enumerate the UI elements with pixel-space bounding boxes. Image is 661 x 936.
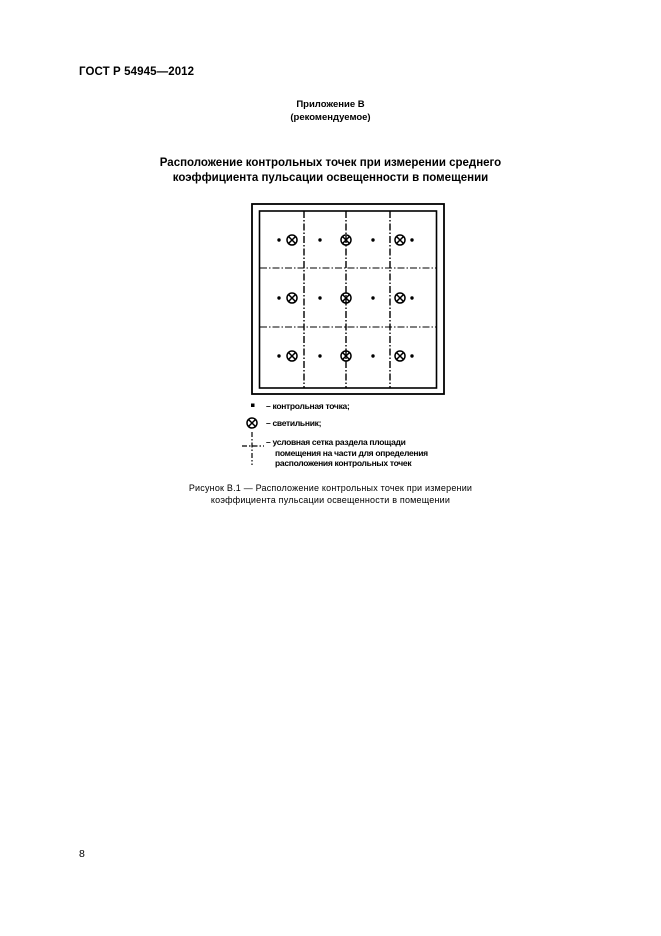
- control-point: [277, 296, 280, 299]
- legend-grid-icon: [242, 432, 264, 465]
- control-point: [371, 238, 374, 241]
- legend-luminaire-icon: [247, 418, 257, 428]
- section-title-line1: Расположение контрольных точек при измерении среднего: [159, 157, 502, 169]
- figure-caption-line1: Рисунок В.1 — Расположение контрольных точек при измерении: [188, 483, 473, 493]
- legend-grid-label-line1: – условная сетка раздела площади: [266, 437, 406, 447]
- legend-control-point-icon: [251, 404, 255, 408]
- figure-caption-line2: коэффициента пульсации освещенности в помещении: [210, 495, 451, 505]
- control-point: [371, 296, 374, 299]
- luminaire-icon: [395, 235, 405, 245]
- legend-luminaire-label: – светильник;: [266, 418, 322, 428]
- control-point: [318, 238, 321, 241]
- annex-status: (рекомендуемое): [290, 112, 371, 123]
- legend-control-point-label: – контрольная точка;: [266, 401, 350, 411]
- page-number: 8: [79, 848, 85, 860]
- section-title-line2: коэффициента пульсации освещенности в помещении: [172, 172, 489, 184]
- control-point: [410, 238, 413, 241]
- control-point: [410, 354, 413, 357]
- control-point: [371, 354, 374, 357]
- control-point: [277, 238, 280, 241]
- control-point: [318, 354, 321, 357]
- luminaire-icon: [287, 235, 297, 245]
- legend-grid-label-line2: помещения на части для определения: [275, 447, 428, 458]
- document-id: ГОСТ Р 54945—2012: [79, 66, 195, 78]
- control-point: [277, 354, 280, 357]
- annex-title: Приложение В: [296, 99, 365, 110]
- luminaire-icon: [395, 293, 405, 303]
- control-point: [318, 296, 321, 299]
- luminaire-icon: [395, 351, 405, 361]
- control-point: [410, 296, 413, 299]
- luminaire-icon: [287, 293, 297, 303]
- legend-grid-label-line3: расположения контрольных точек: [275, 458, 412, 468]
- luminaire-icon: [287, 351, 297, 361]
